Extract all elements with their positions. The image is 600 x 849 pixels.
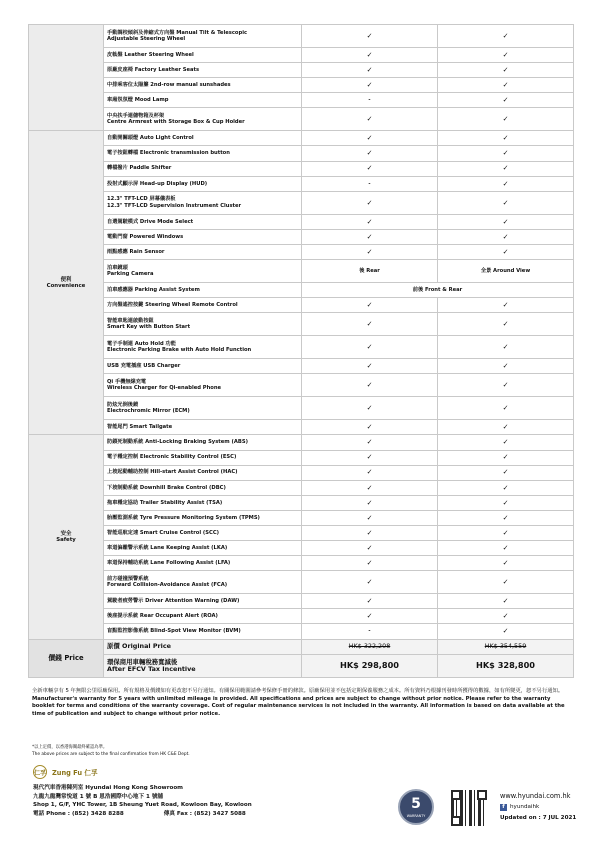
feature-name-zh: 泊車感應器 Parking Assist System [107, 286, 200, 293]
check-icon: ✓ [302, 298, 438, 313]
check-icon: ✓ [438, 420, 574, 435]
check-icon: ✓ [438, 465, 574, 480]
spec-row [29, 571, 574, 594]
feature-name-zh: 盲點監控影像系統 Blind-Spot View Monitor (BVM) [107, 628, 241, 635]
original-price-label: 原價 Original Price [104, 639, 302, 654]
feature-name [104, 624, 302, 639]
feature-name-zh: 皮軚盤 Leather Steering Wheel [107, 51, 194, 58]
feature-name-zh: 防炫光倒後鏡 [107, 402, 139, 409]
check-icon: ✓ [438, 359, 574, 374]
feature-name-zh: 方向盤遙控按鍵 Steering Wheel Remote Control [107, 302, 238, 309]
feature-name-zh: 電子按鈕轉檔 Electronic transmission button [107, 150, 230, 157]
feature-name [104, 594, 302, 609]
value-model-a: - [302, 624, 438, 639]
feature-name-zh: 原廠皮座椅 Factory Leather Seats [107, 66, 200, 73]
check-icon: ✓ [438, 131, 574, 146]
spec-row [29, 359, 574, 374]
check-icon: ✓ [302, 313, 438, 336]
spec-row [29, 214, 574, 229]
feature-name-zh: 後座提示系統 Rear Occupant Alert (ROA) [107, 613, 218, 620]
spec-row [29, 624, 574, 639]
feature-name-zh: 投射式顯示屏 Head-up Display (HUD) [107, 180, 208, 187]
feature-name-zh: 智能尾門 Smart Tailgate [107, 424, 173, 431]
spec-row [29, 93, 574, 108]
check-icon: ✓ [438, 161, 574, 176]
feature-name-zh: 智能巡航定速 Smart Cruise Control (SCC) [107, 529, 220, 536]
feature-name [104, 48, 302, 63]
check-icon: ✓ [438, 374, 574, 397]
feature-name-zh: 胎壓監測系統 Tyre Pressure Monitoring System (TPMS) [107, 514, 260, 521]
spec-row [29, 25, 574, 48]
check-icon: ✓ [302, 541, 438, 556]
efcv-price-model-a: HK$ 298,800 [302, 654, 438, 677]
facebook-icon: f [500, 804, 507, 811]
efcv-price-model-b: HK$ 328,800 [438, 654, 574, 677]
feature-name-zh: 拖車穩定協助 Trailer Stability Assist (TSA) [107, 499, 223, 506]
check-icon: ✓ [302, 244, 438, 259]
spec-row [29, 161, 574, 176]
phone-number: 電話 Phone : (852) 3428 8288 [33, 810, 124, 817]
efcv-label-zh: 環保商用車輛稅務寬減後 [107, 658, 178, 667]
feature-name [104, 556, 302, 571]
check-icon: ✓ [438, 609, 574, 624]
feature-name-en: Electrochromic Mirror (ECM) [107, 408, 190, 415]
check-icon: ✓ [302, 465, 438, 480]
spec-row [29, 450, 574, 465]
feature-name [104, 229, 302, 244]
check-icon: ✓ [302, 146, 438, 161]
check-icon: ✓ [438, 525, 574, 540]
check-icon: ✓ [302, 63, 438, 78]
check-icon: ✓ [438, 495, 574, 510]
feature-name-zh: 上坡起動輔助控制 Hill-start Assist Control (HAC) [107, 469, 238, 476]
feature-name-zh: 車道偏離警示系統 Lane Keeping Assist (LKA) [107, 544, 228, 551]
check-icon: ✓ [438, 571, 574, 594]
fax-number: 傳真 Fax : (852) 3427 5088 [163, 810, 246, 817]
section-header-top [29, 25, 104, 131]
spec-table [28, 24, 574, 678]
check-icon: ✓ [302, 510, 438, 525]
warranty-text: WARRANTY [406, 814, 426, 818]
feature-name-en: Smart Key with Button Start [107, 324, 191, 331]
check-icon: ✓ [438, 244, 574, 259]
feature-name [104, 374, 302, 397]
original-price-a-value: HK$ 322,208 [348, 641, 391, 650]
feature-name-zh: 中央扶手連儲物箱及杯架 [107, 113, 165, 120]
feature-name-zh: 車廂氛氛燈 Mood Lamp [107, 97, 169, 104]
updated-date: Updated on : 7 JUL 2021 [500, 815, 577, 821]
spec-row [29, 397, 574, 420]
spec-row [29, 594, 574, 609]
check-icon: ✓ [438, 93, 574, 108]
spec-row [29, 480, 574, 495]
value-model-a: - [302, 93, 438, 108]
feature-name-en: Electronic Parking Brake with Auto Hold Function [107, 347, 252, 354]
feature-name [104, 176, 302, 191]
feature-name [104, 541, 302, 556]
check-icon: ✓ [302, 435, 438, 450]
spec-row [29, 336, 574, 359]
spec-row [29, 146, 574, 161]
feature-name-zh: 自選駕駛模式 Drive Mode Select [107, 218, 194, 225]
spec-row [29, 48, 574, 63]
feature-name [104, 313, 302, 336]
feature-name [104, 397, 302, 420]
check-icon: ✓ [438, 594, 574, 609]
check-icon: ✓ [302, 374, 438, 397]
section-safety [29, 435, 104, 639]
feature-name-zh: 轉檔撥片 Paddle Shifter [107, 165, 172, 172]
feature-name-zh: 電子穩定控制 Electronic Stability Control (ESC) [107, 454, 237, 461]
price-label: 價錢 Price [29, 639, 104, 677]
check-icon: ✓ [302, 420, 438, 435]
safety-label-en: Safety [56, 536, 76, 543]
check-icon: ✓ [302, 214, 438, 229]
website-link[interactable]: www.hyundai.com.hk [500, 792, 571, 800]
showroom-address [33, 784, 252, 818]
feature-name-zh: 手動調校傾斜及伸縮式方向盤 Manual Tilt & Telescopic [107, 29, 248, 36]
check-icon: ✓ [302, 594, 438, 609]
feature-name [104, 495, 302, 510]
check-icon: ✓ [438, 108, 574, 131]
spec-row [29, 435, 574, 450]
feature-name [104, 146, 302, 161]
check-icon: ✓ [438, 214, 574, 229]
feature-name [104, 435, 302, 450]
feature-name [104, 571, 302, 594]
check-icon: ✓ [438, 450, 574, 465]
feature-name [104, 609, 302, 624]
feature-name-zh: 12.3" TFT-LCD 屏幕儀表板 [107, 196, 176, 203]
spec-row [29, 108, 574, 131]
spec-row [29, 556, 574, 571]
spec-row [29, 609, 574, 624]
check-icon: ✓ [438, 25, 574, 48]
zung-fu-logo-icon: 仁孚 [33, 765, 47, 779]
facebook-handle: hyundaihk [510, 804, 540, 810]
feature-name-zh: 電動門窗 Powered Windows [107, 233, 184, 240]
check-icon: ✓ [302, 450, 438, 465]
check-icon: ✓ [438, 556, 574, 571]
spec-row [29, 63, 574, 78]
feature-name [104, 336, 302, 359]
spec-row [29, 298, 574, 313]
check-icon: ✓ [438, 336, 574, 359]
feature-name [104, 359, 302, 374]
feature-name [104, 78, 302, 93]
feature-name [104, 244, 302, 259]
section-convenience [29, 131, 104, 435]
spec-row [29, 510, 574, 525]
contact-line [33, 810, 252, 819]
qr-code-icon[interactable] [451, 790, 487, 826]
convenience-label-zh: 便利 [60, 276, 72, 283]
price-footnote [32, 744, 190, 758]
feature-name [104, 260, 302, 283]
feature-name [104, 525, 302, 540]
feature-name-zh: 下坡制動系統 Downhill Brake Control (DBC) [107, 484, 226, 491]
check-icon: ✓ [302, 229, 438, 244]
check-icon: ✓ [438, 229, 574, 244]
feature-name-en: Wireless Charger for Qi-enabled Phone [107, 385, 222, 392]
check-icon: ✓ [302, 131, 438, 146]
address-en: Shop 1, G/F, YHC Tower, 1B Sheung Yuet Road, Kowloon Bay, Kowloon [33, 802, 252, 809]
feature-name [104, 450, 302, 465]
check-icon: ✓ [302, 191, 438, 214]
feature-name [104, 161, 302, 176]
spec-row [29, 420, 574, 435]
feature-name [104, 93, 302, 108]
check-icon: ✓ [438, 313, 574, 336]
feature-name-zh: 防鎖死制動系統 Anti-Locking Braking System (ABS) [107, 439, 248, 446]
spec-row [29, 229, 574, 244]
check-icon: ✓ [302, 78, 438, 93]
spec-row [29, 131, 574, 146]
spec-row [29, 78, 574, 93]
feature-name [104, 191, 302, 214]
check-icon: ✓ [438, 541, 574, 556]
zung-fu-logo [33, 765, 98, 779]
feature-name-zh: 中排乘客位太陽簾 2nd-row manual sunshades [107, 82, 231, 89]
spec-row [29, 283, 574, 298]
original-price-b-value: HK$ 354,559 [484, 641, 527, 650]
price-row-efcv [29, 654, 574, 677]
check-icon: ✓ [438, 624, 574, 639]
feature-name-zh: USB 充電插座 USB Charger [107, 363, 181, 370]
value-model-a: 後 Rear [302, 260, 438, 283]
check-icon: ✓ [438, 146, 574, 161]
feature-name-zh: 雨點感應 Rain Sensor [107, 248, 165, 255]
check-icon: ✓ [302, 108, 438, 131]
spec-row [29, 313, 574, 336]
spec-row [29, 374, 574, 397]
check-icon: ✓ [438, 48, 574, 63]
check-icon: ✓ [438, 480, 574, 495]
spec-row [29, 465, 574, 480]
showroom-name: 現代汽車香港陳列室 Hyundai Hong Kong Showroom [33, 785, 183, 791]
notes-zh: 全新車輛享有 5 年無限公里原廠保用。所有規格及價錢如有更改恕不另行通知。有關保用範圍請參考保修手冊的條款。原廠保用並不包括定期保養服務之成本。所有資料乃根據刊發時所獲得的數據，如有所變更，恕不另行通知。 [32, 688, 564, 694]
efcv-label-en: After EFCV Tax Incentive [107, 664, 196, 673]
feature-name [104, 420, 302, 435]
feature-name [104, 480, 302, 495]
check-icon: ✓ [438, 435, 574, 450]
zung-fu-logo-text: Zung Fu 仁孚 [52, 769, 98, 777]
feature-name [104, 63, 302, 78]
feature-name [104, 465, 302, 480]
check-icon: ✓ [302, 336, 438, 359]
feature-name [104, 131, 302, 146]
footnote-en: The above prices are subject to the final confirmation from HK C&E Dept. [32, 752, 190, 757]
spec-row [29, 541, 574, 556]
spec-row [29, 260, 574, 283]
check-icon: ✓ [302, 25, 438, 48]
address-zh: 九龍九龍灣常悅道 1 號 B 恩浩國際中心地下 1 號舖 [33, 793, 164, 800]
check-icon: ✓ [302, 397, 438, 420]
warranty-badge-icon [398, 789, 434, 825]
check-icon: ✓ [302, 480, 438, 495]
check-icon: ✓ [438, 78, 574, 93]
notes-en: Manufacturer's warranty for 5 years with unlimited mileage is provided. All specifications and prices are subject to change without prior notice. Please refer to the warranty booklet for terms and conditions of the warranty coverage. Cost of regular maintenance services is not included in the warranty. All information is based on data available at the time of publication and subject to change without prior notice. [32, 695, 565, 718]
feature-name [104, 214, 302, 229]
spec-row [29, 495, 574, 510]
check-icon: ✓ [302, 571, 438, 594]
feature-name-zh: 智能車匙連啟動按鈕 [107, 317, 154, 324]
feature-name [104, 510, 302, 525]
value-model-b: 全景 Around View [438, 260, 574, 283]
original-price-model-a [302, 639, 438, 654]
feature-name [104, 108, 302, 131]
feature-name-en: Parking Camera [107, 271, 154, 278]
feature-name-zh: 前方碰撞預警系統 [107, 575, 149, 582]
value-both-models: 前後 Front & Rear [302, 283, 574, 298]
check-icon: ✓ [302, 161, 438, 176]
spec-row [29, 244, 574, 259]
efcv-price-label [104, 654, 302, 677]
feature-name-zh: 駕駛者疲勞警示 Driver Attention Warning (DAW) [107, 598, 240, 605]
feature-name-en: Centre Armrest with Storage Box & Cup Holder [107, 119, 245, 126]
feature-name [104, 25, 302, 48]
feature-name-zh: 車道保持輔助系統 Lane Following Assist (LFA) [107, 560, 231, 567]
check-icon: ✓ [302, 525, 438, 540]
feature-name [104, 283, 302, 298]
feature-name [104, 298, 302, 313]
feature-name-zh: Qi 手機無線充電 [107, 379, 147, 386]
check-icon: ✓ [302, 495, 438, 510]
check-icon: ✓ [302, 556, 438, 571]
check-icon: ✓ [302, 609, 438, 624]
convenience-label-en: Convenience [46, 282, 86, 289]
spec-row [29, 525, 574, 540]
feature-name-zh: 自動開關頭燈 Auto Light Control [107, 135, 194, 142]
price-row-original [29, 639, 574, 654]
check-icon: ✓ [438, 298, 574, 313]
spec-row [29, 176, 574, 191]
original-price-model-b [438, 639, 574, 654]
warranty-years: 5 [411, 796, 421, 812]
feature-name-en: 12.3" TFT-LCD Supervision Instrument Cluster [107, 202, 242, 209]
check-icon: ✓ [438, 176, 574, 191]
check-icon: ✓ [438, 191, 574, 214]
spec-body [29, 25, 574, 678]
safety-label-zh: 安全 [60, 530, 72, 537]
check-icon: ✓ [438, 510, 574, 525]
check-icon: ✓ [438, 397, 574, 420]
check-icon: ✓ [302, 48, 438, 63]
warranty-notes [32, 688, 572, 719]
footnote-zh: *以上定價，以香港海關最終確認為準。 [32, 745, 108, 750]
check-icon: ✓ [438, 63, 574, 78]
feature-name-en: Forward Collision-Avoidance Assist (FCA) [107, 582, 228, 589]
facebook-link[interactable] [500, 802, 576, 813]
feature-name-zh: 泊車鏡頭 [107, 264, 128, 271]
value-model-a: - [302, 176, 438, 191]
feature-name-zh: 電子手制連 Auto Hold 功能 [107, 340, 176, 347]
spec-row [29, 191, 574, 214]
check-icon: ✓ [302, 359, 438, 374]
feature-name-en: Adjustable Steering Wheel [107, 36, 186, 42]
web-info [500, 791, 576, 824]
